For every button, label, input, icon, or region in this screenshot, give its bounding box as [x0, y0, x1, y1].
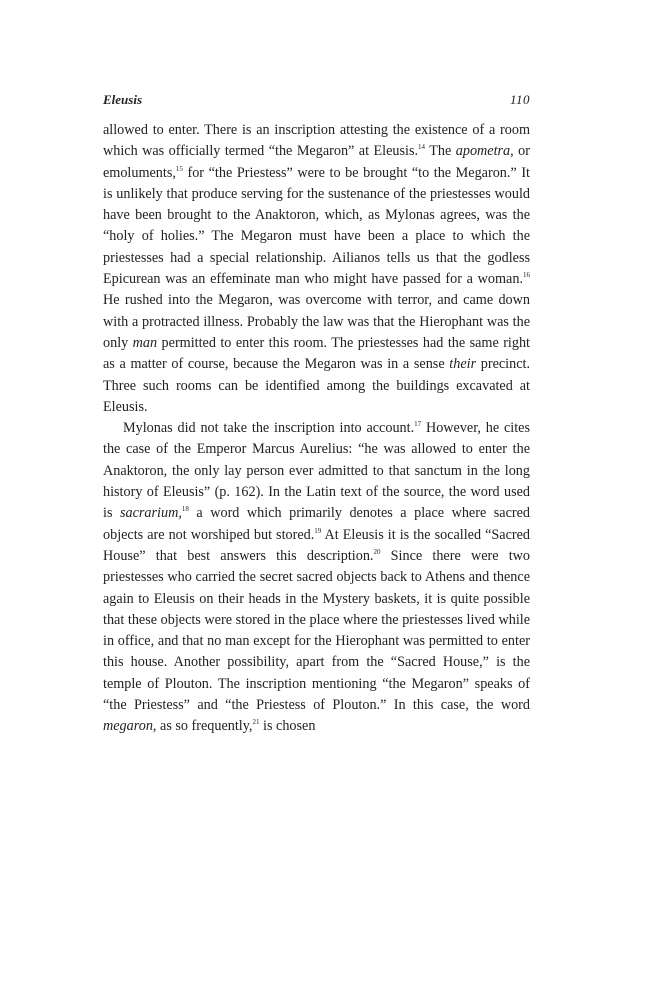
- text-run: At Eleusis it is the socalled “Sacred House” that best answers this description.: [103, 526, 530, 564]
- running-head-title: Eleusis: [103, 92, 143, 107]
- footnote-marker: 21: [252, 718, 260, 727]
- footnote-marker: 16: [523, 271, 530, 280]
- text-run: permitted to enter this room. The priestesses had the same right as a matter of course, because the Megaron was in a sense: [103, 334, 530, 373]
- text-run: Since there were two priestesses who carried the secret sacred objects back to Athens and thence again to Eleusis on their heads in the Mystery baskets, it is quite possible that these objects were stored in the place where the priestesses lived while in office, and that no man except for the Hierophant was permitted to enter this house. Another possibility, apart from the “Sacred House,” is the temple of Plouton. The inscription mentioning “the Megaron” speaks of “the Priestess” and “the Priestess of Plouton.” In this case, the word: [103, 547, 530, 714]
- body-text: [103, 120, 530, 738]
- page-number: 110: [509, 92, 530, 107]
- footnote-marker: 15: [175, 164, 183, 173]
- text-run: is chosen: [259, 718, 316, 735]
- italic-term: sacrarium,: [120, 505, 182, 522]
- text-run: for “the Priestess” were to be brought “to the Megaron.” It is unlikely that produce serving for the sustenance of the priestesses would have been brought to the Anaktoron, which, as Mylonas agrees, was the “holy of holies.” The Megaron must have been a place to which the priestesses had a special relationship. Ailianos tells us that the godless Epicurean was an effeminate man who might have passed for a woman.: [103, 164, 530, 288]
- text-run: Mylonas did not take the inscription into account.: [123, 420, 415, 437]
- italic-term: man: [132, 334, 158, 351]
- italic-term: apometra,: [455, 143, 514, 160]
- italic-term: megaron,: [103, 718, 157, 735]
- book-page: [103, 92, 530, 738]
- footnote-marker: 19: [314, 526, 322, 535]
- paragraph: [103, 120, 530, 418]
- text-run: as so frequently,: [156, 718, 253, 735]
- text-run: He rushed into the Megaron, was overcome with terror, and came down with a protracted illness. Probably the law was that the Hierophant was the only: [103, 292, 530, 351]
- footnote-marker: 17: [414, 420, 422, 429]
- running-head: [103, 92, 530, 114]
- footnote-marker: 20: [373, 547, 381, 556]
- text-run: The: [425, 143, 456, 160]
- text-run: or emoluments,: [103, 143, 530, 181]
- italic-term: their: [449, 356, 477, 373]
- text-run: precinct. Three such rooms can be identified among the buildings excavated at Eleusis.: [103, 356, 530, 415]
- text-run: allowed to enter. There is an inscription attesting the existence of a room which was officially termed “the Megaron” at Eleusis.: [103, 122, 530, 160]
- paragraph: [103, 418, 530, 737]
- text-run: However, he cites the case of the Emperor Marcus Aurelius: “he was allowed to enter the Anaktoron, the only lay person ever admitted to that sanctum in the long history of Eleusis” (p. 162). In the Latin text of the source, the word used is: [103, 420, 530, 522]
- text-run: a word which primarily denotes a place where sacred objects are not worshiped but stored.: [103, 505, 531, 543]
- footnote-marker: 18: [181, 505, 189, 514]
- footnote-marker: 14: [418, 143, 426, 152]
